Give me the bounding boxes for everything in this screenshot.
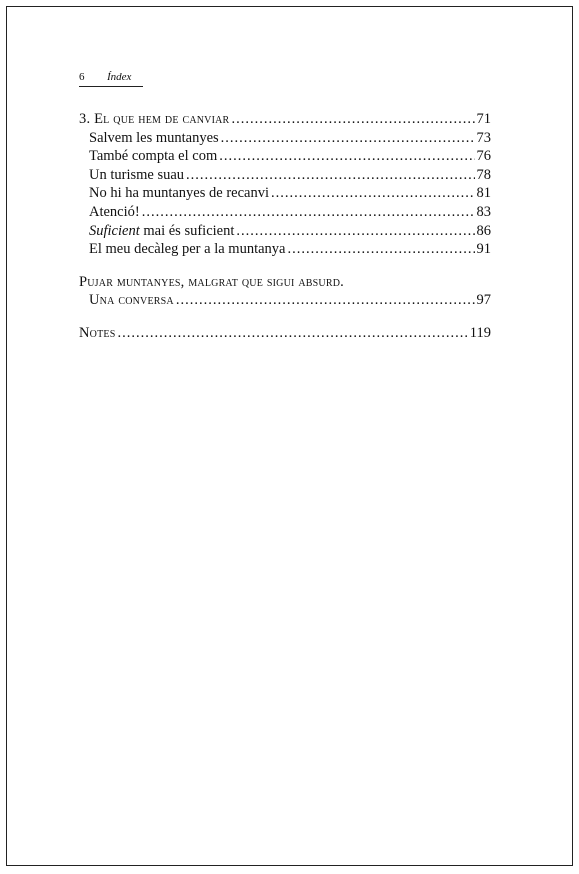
toc-entry-label: Un turisme suau	[89, 166, 185, 183]
running-header	[79, 70, 143, 87]
toc-entry-label: No hi ha muntanyes de recanvi	[89, 185, 269, 202]
toc-entry-label: També compta el com	[89, 148, 218, 165]
toc-entry-page: 81	[476, 185, 491, 202]
toc-entry-page: 71	[476, 111, 491, 127]
section-gap	[79, 259, 491, 273]
header-page-number: 6	[79, 71, 85, 83]
dot-leader	[176, 291, 475, 310]
toc-entry-pujar-line1: Pujar muntanyes, malgrat que sigui absurd.	[79, 273, 344, 290]
toc-entry	[79, 147, 491, 166]
toc-entry-page: 78	[476, 166, 491, 183]
toc-entry-italic-word: Suficient	[89, 222, 140, 239]
toc-entry	[79, 240, 491, 259]
toc-entry-chapter-3	[79, 110, 491, 129]
header-title: Índex	[107, 71, 132, 83]
dot-leader	[236, 222, 474, 241]
toc-entry	[79, 129, 491, 148]
toc-entry-pujar	[79, 291, 491, 310]
toc-entry	[79, 184, 491, 203]
toc-entry-page: 76	[476, 148, 491, 165]
toc-entry	[79, 166, 491, 185]
toc-entry-label: El meu decàleg per a la muntanya	[89, 241, 286, 258]
toc-entry-label: Notes	[79, 324, 116, 341]
toc-entry-page: 73	[476, 129, 491, 146]
dot-leader	[142, 203, 475, 222]
toc-entry-label-rest: mai és suficient	[139, 222, 235, 239]
book-page	[6, 6, 573, 866]
dot-leader	[117, 324, 467, 343]
toc-entry-notes	[79, 324, 491, 343]
toc-entry-page: 86	[476, 222, 491, 239]
toc-entry-page: 91	[476, 241, 491, 258]
dot-leader	[219, 147, 474, 166]
dot-leader	[221, 129, 475, 148]
toc-entry-label: Atenció!	[89, 203, 140, 220]
toc-entry-label	[89, 222, 234, 241]
toc-entry-label: 3. El que hem de canviar	[79, 111, 230, 127]
dot-leader	[231, 110, 474, 129]
section-gap	[79, 310, 491, 324]
toc-entry-page: 97	[476, 292, 491, 309]
toc-entry-page: 83	[476, 203, 491, 220]
table-of-contents	[79, 110, 491, 343]
dot-leader	[271, 184, 475, 203]
toc-entry	[79, 222, 491, 241]
toc-entry-page: 119	[469, 324, 491, 341]
toc-entry	[79, 203, 491, 222]
dot-leader	[186, 166, 474, 185]
toc-entry-label: Una conversa	[89, 292, 174, 309]
toc-entry-label: Salvem les muntanyes	[89, 129, 219, 146]
dot-leader	[287, 240, 474, 259]
